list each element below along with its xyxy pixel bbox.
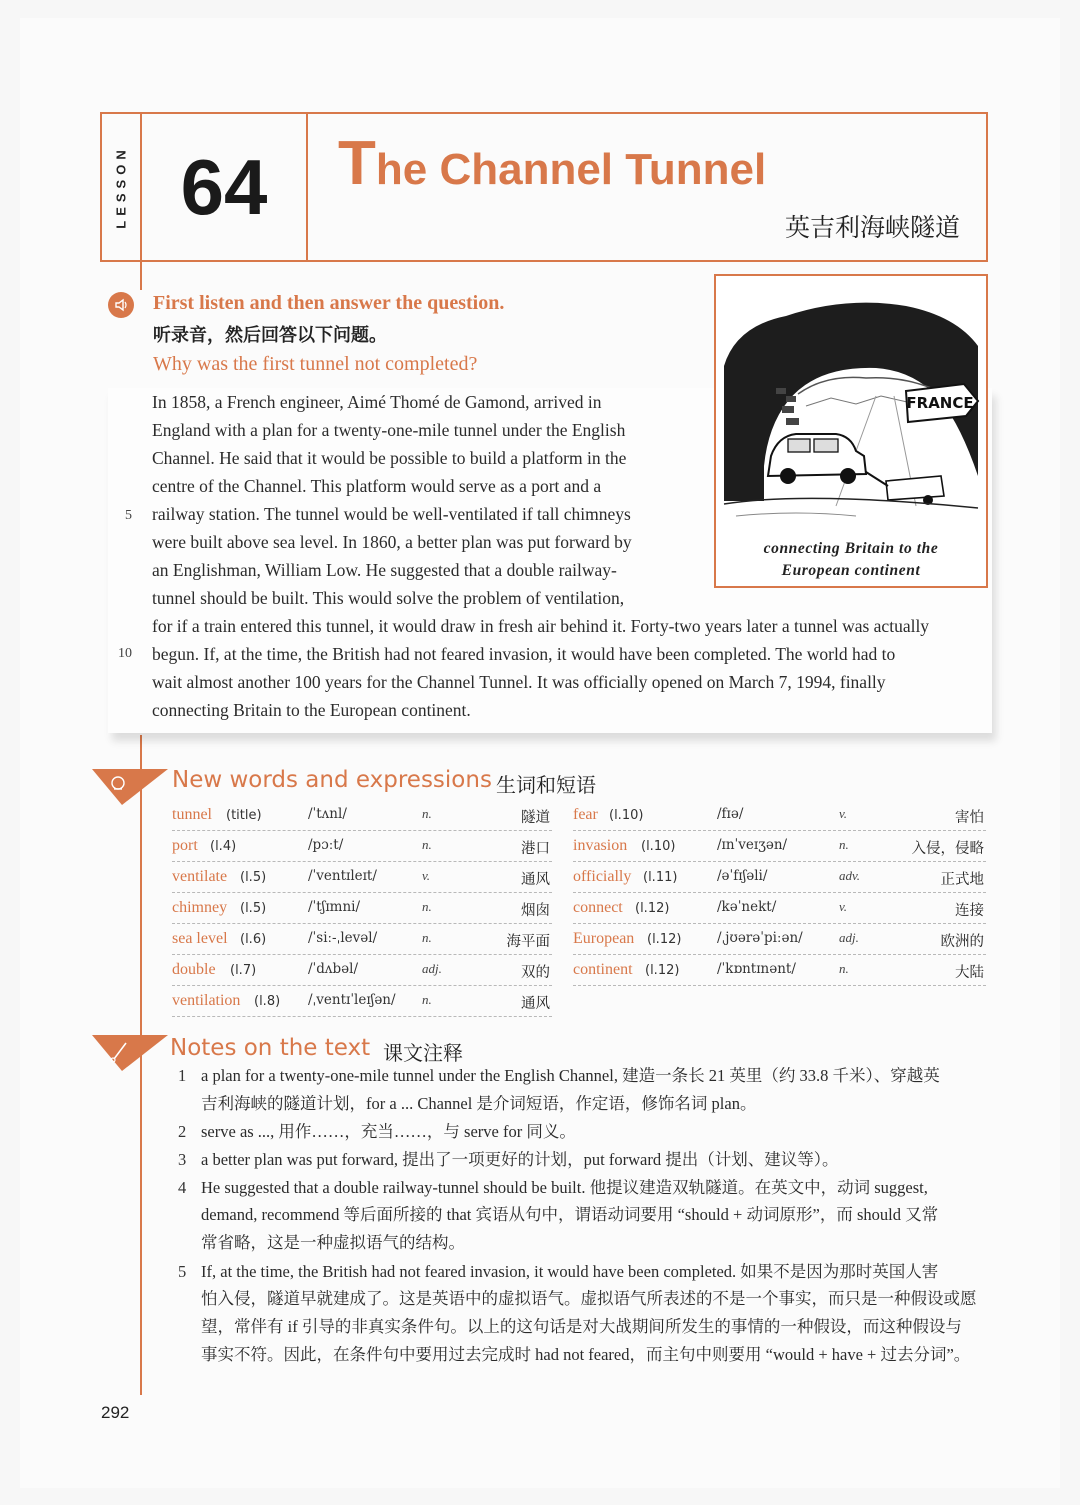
vocab-loc: (l.5) xyxy=(240,870,267,885)
vocab-loc: (l.12) xyxy=(647,932,682,947)
listen-instruction-cn: 听录音，然后回答以下问题。 xyxy=(153,325,387,346)
vocab-loc: (l.12) xyxy=(645,963,680,978)
text-line: wait almost another 100 years for the Channel Tunnel. It was officially opened on March 7, 1994, finally xyxy=(152,672,886,692)
note-number: 4 xyxy=(178,1178,187,1197)
vocab-cn: 隧道 xyxy=(521,810,550,826)
vocab-loc: (l.7) xyxy=(230,963,257,978)
vocab-phonetic: /ˌjʊərəˈpiːən/ xyxy=(717,930,803,946)
vocab-row xyxy=(573,831,986,862)
vocab-word: double xyxy=(172,961,216,978)
vocab-pos: adj. xyxy=(422,961,442,976)
vocab-cn: 欧洲的 xyxy=(940,934,984,950)
vocab-row xyxy=(172,893,552,924)
line-number: 5 xyxy=(125,508,132,523)
text-line: tunnel should be built. This would solve the problem of ventilation, xyxy=(152,588,625,608)
vocab-phonetic: /əˈfɪʃəli/ xyxy=(717,868,768,884)
vocab-row xyxy=(573,924,986,955)
notes-section-title-cn: 课文注释 xyxy=(383,1041,463,1065)
vocab-loc: (l.5) xyxy=(240,901,267,916)
vocab-phonetic: /ɪnˈveɪʒən/ xyxy=(717,837,788,853)
vocab-phonetic: /kəˈnekt/ xyxy=(717,899,777,915)
comprehension-question: Why was the first tunnel not completed? xyxy=(153,353,478,375)
vocab-word: ventilate xyxy=(172,868,228,885)
note-line: serve as ..., 用作……，充当……，与 serve for 同义。 xyxy=(201,1122,576,1141)
note-line: If, at the time, the British had not feared invasion, it would have been completed. 如果不是因为那时英国人害 xyxy=(201,1262,939,1281)
vocab-word: ventilation xyxy=(172,992,241,1009)
vocab-pos: n. xyxy=(422,837,432,852)
vocab-word: officially xyxy=(573,868,632,885)
vocab-loc: (l.8) xyxy=(254,994,281,1009)
vocab-row xyxy=(573,955,986,986)
lesson-title xyxy=(338,128,766,199)
note-number: 5 xyxy=(178,1262,187,1281)
vocab-pos: adj. xyxy=(839,930,859,945)
vocab-row xyxy=(172,800,552,831)
vocab-list-left xyxy=(172,800,552,1017)
vocab-loc: (title) xyxy=(226,808,262,823)
text-line: centre of the Channel. This platform would serve as a port and a xyxy=(152,476,602,496)
vocab-cn: 正式地 xyxy=(940,872,984,888)
text-line: connecting Britain to the European continent. xyxy=(152,700,471,720)
vocab-word: invasion xyxy=(573,837,628,854)
caption-line: European continent xyxy=(781,562,921,579)
vocab-word: sea level xyxy=(172,930,228,947)
note-line: demand, recommend 等后面所接的 that 宾语从句中，谓语动词要用 “should + 动词原形”，而 should 又常 xyxy=(201,1205,939,1224)
text-line: were built above sea level. In 1860, a better plan was put forward by xyxy=(152,532,632,552)
note-line: a plan for a twenty-one-mile tunnel under the English Channel, 建造一条长 21 英里（约 33.8 千米）、穿越英 xyxy=(201,1066,940,1085)
lightbulb-icon xyxy=(92,767,170,807)
vocab-word: chimney xyxy=(172,899,228,916)
vocab-row xyxy=(573,862,986,893)
vocab-word: European xyxy=(573,930,635,947)
vocab-row xyxy=(573,800,986,831)
vocab-pos: n. xyxy=(422,992,432,1007)
vocab-pos: n. xyxy=(422,899,432,914)
note-line: 事实不符。因此，在条件句中要用过去完成时 had not feared，而主句中则要用 “would + have + 过去分词”。 xyxy=(201,1345,971,1364)
vocab-row xyxy=(172,862,552,893)
vocab-pos: n. xyxy=(422,806,432,821)
vocab-cn: 入侵，侵略 xyxy=(911,841,984,857)
vocab-row xyxy=(172,924,552,955)
note-line: 吉利海峡的隧道计划，for a ... Channel 是介词短语，作定语，修饰名词 plan。 xyxy=(201,1094,757,1113)
vocab-pos: n. xyxy=(839,961,849,976)
text-line: for if a train entered this tunnel, it would draw in fresh air behind it. Forty-two years later a tunnel was actually xyxy=(152,616,930,636)
vocab-phonetic: /ˌventɪˈleɪʃən/ xyxy=(308,992,396,1008)
note-line: 怕入侵，隧道早就建成了。这是英语中的虚拟语气。虚拟语气所表述的不是一个事实，而只是一种假设或愿 xyxy=(201,1289,977,1308)
vocab-pos: v. xyxy=(839,899,848,914)
line-number: 10 xyxy=(118,646,132,661)
title-first-letter: T xyxy=(338,129,376,198)
vocab-pos: adv. xyxy=(839,868,861,883)
pen-icon xyxy=(92,1033,170,1073)
vocab-pos: v. xyxy=(422,868,431,883)
vocab-loc: (l.4) xyxy=(210,839,237,854)
caption-line: connecting Britain to the xyxy=(763,540,939,557)
vocab-phonetic: /ˈventɪleɪt/ xyxy=(308,868,377,884)
tunnel-car-illustration xyxy=(716,276,986,534)
left-margin-rule xyxy=(140,262,142,290)
lesson-header xyxy=(100,112,988,262)
listen-instruction-en: First listen and then answer the question. xyxy=(153,292,505,314)
vocab-cn: 害怕 xyxy=(955,810,984,826)
vocab-word: fear xyxy=(573,806,598,823)
illustration-caption xyxy=(716,538,986,582)
vocab-loc: (l.10) xyxy=(641,839,676,854)
lesson-number: 64 xyxy=(142,114,308,260)
text-line: Channel. He said that it would be possible to build a platform in the xyxy=(152,448,627,468)
vocab-row xyxy=(573,893,986,924)
title-rest: he Channel Tunnel xyxy=(375,145,767,194)
note-line: 常省略，这是一种虚拟语气的结构。 xyxy=(201,1233,465,1252)
vocab-cn: 港口 xyxy=(521,841,550,857)
vocab-phonetic: /pɔːt/ xyxy=(308,837,344,853)
vocab-loc: (l.12) xyxy=(635,901,670,916)
note-line: He suggested that a double railway-tunnel should be built. 他提议建造双轨隧道。在英文中，动词 suggest, xyxy=(201,1178,928,1197)
audio-speaker-icon[interactable] xyxy=(108,292,134,318)
vocab-row xyxy=(172,955,552,986)
vocab-list-right xyxy=(573,800,986,986)
vocab-loc: (l.10) xyxy=(609,808,644,823)
vocab-section-title: New words and expressions xyxy=(172,767,492,793)
vocab-phonetic: /ˈtʃɪmni/ xyxy=(308,899,361,915)
vocab-word: connect xyxy=(573,899,623,916)
vocab-phonetic: /ˈsiː-ˌlevəl/ xyxy=(308,930,378,946)
note-line: 望，常伴有 if 引导的非真实条件句。以上的这句话是对大战期间所发生的事情的一种假设，而这种假设与 xyxy=(201,1317,962,1336)
note-number: 3 xyxy=(178,1150,187,1169)
text-line: begun. If, at the time, the British had not feared invasion, it would have been completed. The world had to xyxy=(152,644,896,664)
vocab-phonetic: /ˈtʌnl/ xyxy=(308,806,347,822)
vocab-word: continent xyxy=(573,961,633,978)
note-line: a better plan was put forward, 提出了一项更好的计划，put forward 提出（计划、建议等）。 xyxy=(201,1150,839,1169)
vocab-row xyxy=(172,986,552,1017)
france-sign: FRANCE xyxy=(906,394,974,412)
vocab-cn: 烟囱 xyxy=(521,903,550,919)
lesson-label-box xyxy=(102,114,142,260)
lesson-subtitle-cn: 英吉利海峡隧道 xyxy=(784,213,960,242)
vocab-cn: 海平面 xyxy=(506,934,550,950)
illustration-panel xyxy=(714,274,988,588)
text-line: an Englishman, William Low. He suggested that a double railway- xyxy=(152,560,617,580)
page-number: 292 xyxy=(101,1403,130,1422)
vocab-phonetic: /ˈdʌbəl/ xyxy=(308,961,359,977)
text-line: railway station. The tunnel would be well-ventilated if tall chimneys xyxy=(152,504,631,524)
vocab-cn: 连接 xyxy=(955,903,984,919)
lesson-label: LESSON xyxy=(113,145,129,229)
vocab-cn: 双的 xyxy=(521,965,550,981)
notes-section-title: Notes on the text xyxy=(170,1035,371,1061)
vocab-cn: 通风 xyxy=(521,872,550,888)
vocab-cn: 大陆 xyxy=(955,965,984,981)
vocab-loc: (l.6) xyxy=(240,932,267,947)
vocab-pos: n. xyxy=(839,837,849,852)
note-number: 1 xyxy=(178,1066,187,1085)
vocab-pos: v. xyxy=(839,806,848,821)
vocab-phonetic: /fɪə/ xyxy=(717,806,744,822)
text-line: In 1858, a French engineer, Aimé Thomé de Gamond, arrived in xyxy=(152,392,602,412)
vocab-cn: 通风 xyxy=(521,996,550,1012)
text-line: England with a plan for a twenty-one-mile tunnel under the English xyxy=(152,420,626,440)
vocab-phonetic: /ˈkɒntɪnənt/ xyxy=(717,961,796,977)
vocab-word: tunnel xyxy=(172,806,212,823)
vocab-word: port xyxy=(172,837,198,854)
vocab-loc: (l.11) xyxy=(643,870,678,885)
vocab-row xyxy=(172,831,552,862)
note-number: 2 xyxy=(178,1122,187,1141)
vocab-section-title-cn: 生词和短语 xyxy=(496,773,596,797)
vocab-pos: n. xyxy=(422,930,432,945)
